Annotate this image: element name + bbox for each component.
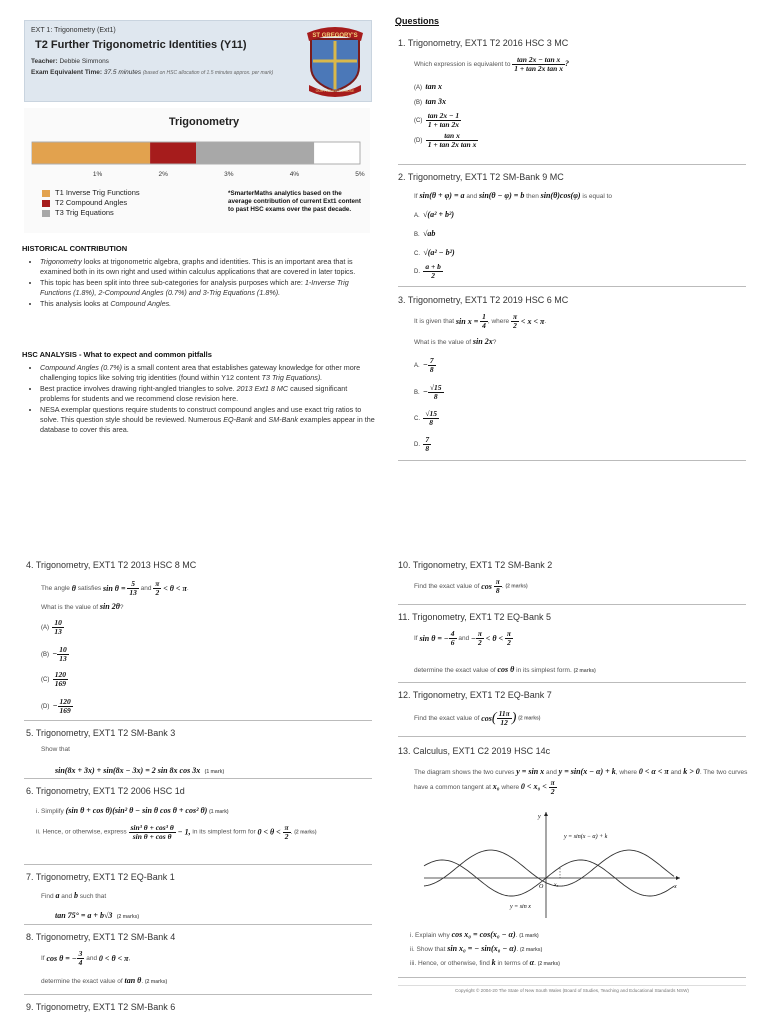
q9-title: 9. Trigonometry, EXT1 T2 SM-Bank 6 xyxy=(26,1002,176,1012)
text: Find xyxy=(41,893,54,900)
exam-line xyxy=(31,68,296,78)
q12-title: 12. Trigonometry, EXT1 T2 EQ-Bank 7 xyxy=(398,690,552,700)
text: , where xyxy=(615,769,638,776)
text: then xyxy=(526,193,539,200)
text: Find the exact value of xyxy=(414,715,480,722)
q8-title: 8. Trigonometry, EXT1 T2 SM-Bank 4 xyxy=(26,932,176,942)
text: Find the exact value of xyxy=(414,583,480,590)
marks: (1 mark) xyxy=(209,809,229,815)
marks: (2 marks) xyxy=(294,829,317,836)
divider xyxy=(24,864,372,865)
q13-part-iii: iii. Hence, or otherwise, find k in terms of α. (2 marks) xyxy=(410,958,560,967)
emph: Compound Angles (0.7%) xyxy=(40,363,123,372)
text: and xyxy=(86,955,98,962)
axis-x-label: x xyxy=(674,884,677,890)
chart-container xyxy=(24,108,370,233)
text: i. Simplify xyxy=(36,808,64,815)
marks: (2 marks) xyxy=(116,914,140,920)
text: is a small content area that establishes gateway knowledge for other more challenging topics like solving trig identities (found within Y12 content xyxy=(40,363,361,382)
text: and xyxy=(140,585,152,592)
label: D. xyxy=(414,442,420,448)
marks: (2 marks) xyxy=(505,583,528,590)
historical-heading: HISTORICAL CONTRIBUTION xyxy=(22,244,128,253)
teacher-name: Debbie Simmons xyxy=(59,58,109,65)
q13-graph xyxy=(418,806,688,922)
q3-options xyxy=(414,352,444,458)
curve-label-sin-x: y = sin x xyxy=(510,904,531,910)
svg-text:ST GREGORY'S: ST GREGORY'S xyxy=(312,33,358,39)
emph: 1-Inverse Trig Functions (1.8%), 2-Compound Angles (0.7%) and 3-Trig Equations (1.8%). xyxy=(40,278,349,297)
text: This analysis looks at xyxy=(40,299,111,309)
q5-show: Show that xyxy=(41,746,70,753)
emph: T3 Trig Equations). xyxy=(261,372,323,382)
label: B. xyxy=(414,390,420,396)
text: caused significant problems for students and we recommend close revision here. xyxy=(40,384,348,403)
text: determine the exact value of xyxy=(41,978,123,985)
x-tick-label: 2% xyxy=(158,171,168,178)
text: is equal to xyxy=(582,193,613,200)
legend-item xyxy=(42,198,140,208)
divider xyxy=(398,977,746,978)
label: (D) xyxy=(41,704,50,710)
exam-label: Exam Equivalent Time: xyxy=(31,69,103,76)
label: A. xyxy=(414,363,420,369)
legend-swatch xyxy=(42,190,50,197)
text: where xyxy=(501,784,520,792)
hsc-list xyxy=(22,363,378,436)
text: and xyxy=(545,769,557,776)
text: Best practice involves drawing right-angled triangles to solve. xyxy=(40,384,237,394)
label: A. xyxy=(414,213,420,219)
teacher-label: Teacher: xyxy=(31,58,58,65)
bar-segment xyxy=(196,143,314,164)
hsc-heading: HSC ANALYSIS - What to expect and common pitfalls xyxy=(22,350,212,359)
chart-svg xyxy=(24,136,370,186)
q1-title: 1. Trigonometry, EXT1 T2 2016 HSC 3 MC xyxy=(398,38,569,48)
marks: (2 marks) xyxy=(520,947,543,953)
q3-stem: It is given that sin x = $\frac{1}{4}$ , where $\frac{\pi}{2}$ < x < π. xyxy=(414,312,547,330)
chart-note: *SmarterMaths analytics based on the average contribution of current Ext1 content to past HSC exams over the past decade. xyxy=(228,190,361,213)
label: D. xyxy=(414,269,420,276)
list-item xyxy=(40,257,378,276)
list-item xyxy=(40,363,378,382)
divider xyxy=(24,778,372,779)
text: and xyxy=(61,893,73,900)
label: (A) xyxy=(414,85,422,91)
text: What is the value of xyxy=(414,339,472,346)
emph: 2013 Ext1 8 MC xyxy=(236,384,289,394)
label: C. xyxy=(414,251,420,257)
divider xyxy=(398,736,746,737)
q11-question: determine the exact value of cos θ in its simplest form. (2 marks) xyxy=(414,665,596,674)
legend-item xyxy=(42,188,140,198)
option[interactable]: (C) $\frac{\tan 2x - 1}{1 + \tan 2x}$ xyxy=(414,111,460,129)
text: in its simplest form. xyxy=(516,667,572,674)
chart-legend xyxy=(42,188,140,218)
marks: (2 marks) xyxy=(537,961,560,967)
curve-label-shifted: y = sin(x − α) + k xyxy=(564,834,608,840)
q13-part-ii: ii. Show that sin x₀ = − sin(x₀ − α). (2 marks) xyxy=(410,944,543,953)
option[interactable]: C. √(a² − b²) xyxy=(414,248,455,257)
text: If xyxy=(41,955,45,962)
questions-heading: Questions xyxy=(395,16,440,26)
divider xyxy=(24,924,372,925)
legend-label: T3 Trig Equations xyxy=(55,208,114,217)
text: such that xyxy=(79,893,107,900)
q7-title: 7. Trigonometry, EXT1 T2 EQ-Bank 1 xyxy=(26,872,175,882)
svg-text:OUR FATHER'S HOUSE: OUR FATHER'S HOUSE xyxy=(315,89,355,93)
divider xyxy=(398,164,746,165)
option[interactable]: D. $\frac{7}{8}$ xyxy=(414,434,430,453)
divider xyxy=(24,720,372,721)
copyright: Copyright © 2004-20 The State of New South Wales (Board of Studies, Teaching and Educational Standards NSW) xyxy=(455,988,689,993)
text: If xyxy=(414,193,418,200)
text: in terms of xyxy=(497,960,528,967)
q3-question: What is the value of sin 2x? xyxy=(414,337,497,346)
label: C. xyxy=(414,416,420,422)
q3-title: 3. Trigonometry, EXT1 T2 2019 HSC 6 MC xyxy=(398,295,569,305)
text: Which expression is equivalent to xyxy=(414,61,511,68)
divider xyxy=(24,994,372,995)
text: It is given that xyxy=(414,318,455,325)
list-item xyxy=(40,299,378,309)
q1-options xyxy=(414,80,478,149)
q8-question: determine the exact value of tan θ. (2 marks) xyxy=(41,976,168,985)
x-tick-label: 4% xyxy=(289,171,300,178)
text: This topic has been split into three sub-categories for analysis purposes which are: xyxy=(40,278,305,288)
label: (B) xyxy=(41,652,49,658)
legend-item xyxy=(42,208,140,218)
q4-stem: The angle θ satisfies sin θ = $\frac{5}{13}$ and $\frac{\pi}{2}$ < θ < π. xyxy=(41,579,189,597)
q1-expression: $\frac{\text{tan 2x − tan x}}{\text{1 + tan 2x tan x}}$ xyxy=(514,55,563,73)
option[interactable]: D. $\frac{a + b}{2}$ xyxy=(414,262,441,280)
curve-shifted xyxy=(424,850,674,886)
q4-question: What is the value of sin 2θ? xyxy=(41,602,124,611)
q5-title: 5. Trigonometry, EXT1 T2 SM-Bank 3 xyxy=(26,728,176,738)
option[interactable]: B. √ab xyxy=(414,229,436,238)
text: and xyxy=(252,414,269,424)
option[interactable]: (C) $\frac{120}{169}$ xyxy=(41,669,66,688)
legend-label: T1 Inverse Trig Functions xyxy=(55,188,140,197)
historical-list xyxy=(22,257,378,311)
exam-note: (based on HSC allocation of 1.5 minutes approx. per mark) xyxy=(142,70,274,76)
q6-part-ii: ii. Hence, or otherwise, express $\frac{\text{sin³ θ + cos³ θ}}{\text{sin θ + cos θ}}$ − 1, in its simplest form for 0 < θ < $\frac{\pi}{2}$ . (2 marks) xyxy=(36,823,317,841)
text: NESA exemplar questions require students to construct compound angles and use exact trig ratios to solve. This question style should be reviewed. Numerous xyxy=(40,405,362,424)
option[interactable]: (D) − $\frac{120}{169}$ xyxy=(41,696,71,715)
q13-title: 13. Calculus, EXT1 C2 2019 HSC 14c xyxy=(398,746,551,756)
bar-segment xyxy=(150,143,196,164)
bar-segment xyxy=(32,143,150,164)
text: in its simplest form for xyxy=(192,828,256,836)
q2-options xyxy=(414,206,455,281)
divider xyxy=(398,286,746,287)
list-item xyxy=(40,384,378,403)
text: . The two curves have a common tangent at xyxy=(414,769,748,792)
marks: (2 marks) xyxy=(518,715,541,722)
school-crest-logo xyxy=(305,25,365,97)
emph: SM-Bank xyxy=(268,414,298,424)
option[interactable]: A. − $\frac{7}{8}$ xyxy=(414,355,434,374)
label: (C) xyxy=(41,677,50,683)
option[interactable]: A. √(a² + b²) xyxy=(414,210,455,219)
teacher-line xyxy=(31,58,109,65)
divider xyxy=(398,682,746,683)
q12-stem: Find the exact value of cos( $\frac{11\pi}{12}$ ) (2 marks) xyxy=(414,709,541,727)
q13-stem: The diagram shows the two curves y = sin x and y = sin(x − α) + k, where 0 < α < π and k > 0. The two curves have a common tangent at x₀ where 0 < x₀ < $\frac{\pi}{2}$ xyxy=(414,767,748,796)
text: iii. Hence, or otherwise, find xyxy=(410,960,490,967)
q2-stem: If sin(θ + φ) = a and sin(θ − φ) = b then sin(θ)cos(φ) is equal to xyxy=(414,191,613,200)
text: ii. Show that xyxy=(410,946,446,953)
page-title: T2 Further Trigonometric Identities (Y11) xyxy=(35,39,247,51)
axis-y-label: y xyxy=(538,814,541,820)
text: and xyxy=(670,769,682,776)
text: ii. Hence, or otherwise, express xyxy=(36,828,127,836)
text: The diagram shows the two curves xyxy=(414,769,515,776)
divider xyxy=(398,985,746,986)
q10-title: 10. Trigonometry, EXT1 T2 SM-Bank 2 xyxy=(398,560,553,570)
text: , where xyxy=(487,318,510,325)
label: (D) xyxy=(414,138,423,145)
label: (B) xyxy=(414,100,422,106)
emph: Compound Angles. xyxy=(110,299,172,309)
option[interactable]: (D) $\frac{\text{tan x}}{\text{1 + tan 2x tan x}}$ xyxy=(414,131,477,149)
marks: (2 marks) xyxy=(573,668,596,674)
q10-stem: Find the exact value of cos $\frac{\pi}{8}$ . (2 marks) xyxy=(414,577,528,595)
list-item xyxy=(40,405,378,434)
x0-label: x₀ xyxy=(554,882,559,888)
x-tick-label: 1% xyxy=(92,171,103,178)
option[interactable]: C. $\frac{√15}{8}$ xyxy=(414,408,437,427)
q4-options xyxy=(41,616,73,720)
emph: EQ-Bank xyxy=(223,414,253,424)
label: B. xyxy=(414,232,420,238)
text: i. Explain why xyxy=(410,932,450,939)
text: and xyxy=(466,193,478,200)
q11-title: 11. Trigonometry, EXT1 T2 EQ-Bank 5 xyxy=(398,612,552,622)
label: (A) xyxy=(41,625,49,631)
q1-stem: Which expression is equivalent to $\frac{\text{tan 2x − tan x}}{\text{1 + tan 2x tan x}}$ ? xyxy=(414,55,569,73)
q7-stem: Find a and b such that xyxy=(41,891,107,900)
text: The angle xyxy=(41,585,70,592)
legend-swatch xyxy=(42,200,50,207)
q6-title: 6. Trigonometry, EXT1 T2 2006 HSC 1d xyxy=(26,786,185,796)
option[interactable]: (B) − $\frac{10}{13}$ xyxy=(41,644,67,663)
text: and xyxy=(458,635,470,642)
emph: Trigonometry xyxy=(40,257,82,266)
q8-stem: If cos θ = − $\frac{3}{4}$ and 0 < θ < π, xyxy=(41,949,131,967)
x-tick-label: 3% xyxy=(224,171,234,178)
header-box xyxy=(24,20,372,102)
text: What is the value of xyxy=(41,604,99,611)
marks: (1 mark) xyxy=(519,933,539,939)
text: determine the exact value of xyxy=(414,667,496,674)
legend-label: T2 Compound Angles xyxy=(55,198,128,207)
q7-equation: tan 75° = a + b√3 (2 marks) xyxy=(55,911,140,920)
legend-swatch xyxy=(42,210,50,217)
option[interactable]: B. − $\frac{√15}{8}$ xyxy=(414,382,442,401)
q5-identity: sin(8x + 3x) + sin(8x − 3x) = 2 sin 8x cos 3x (1 mark) xyxy=(55,766,225,775)
marks: (1 mark) xyxy=(204,769,225,775)
divider xyxy=(398,460,746,461)
chart-title: Trigonometry xyxy=(168,116,240,128)
q11-stem: If sin θ = − $\frac{4}{6}$ and − $\frac{\pi}{2}$ < θ < $\frac{\pi}{2}$ xyxy=(414,629,511,647)
text: If xyxy=(414,635,418,642)
option[interactable]: (A) $\frac{10}{13}$ xyxy=(41,617,62,636)
origin-label: O xyxy=(539,884,544,890)
marks: (2 marks) xyxy=(144,979,168,985)
text: examples appear in the database to cover this area. xyxy=(40,414,375,434)
exam-time: 37.5 minutes xyxy=(103,69,142,76)
list-item xyxy=(40,278,378,297)
text: satisfies xyxy=(77,585,102,592)
q2-title: 2. Trigonometry, EXT1 T2 SM-Bank 9 MC xyxy=(398,172,564,182)
q13-part-i: i. Explain why cos x₀ = cos(x₀ − α). (1 mark) xyxy=(410,930,539,939)
label: (C) xyxy=(414,118,423,125)
text: looks at trigonometric algebra, graphs and identities. This is an important area that is examined both in its own right and used within calculus applications that are covered in later topics. xyxy=(40,257,356,276)
option[interactable]: (A) tan x xyxy=(414,82,443,91)
divider xyxy=(398,604,746,605)
option[interactable]: (B) tan 3x xyxy=(414,97,447,106)
q6-part-i: i. Simplify (sin θ + cos θ)(sin² θ − sin θ cos θ + cos² θ) (1 mark) xyxy=(36,806,229,815)
q4-title: 4. Trigonometry, EXT1 T2 2013 HSC 8 MC xyxy=(26,560,197,570)
ext-label: EXT 1: Trigonometry (Ext1) xyxy=(31,27,116,34)
x-tick-label: 5% xyxy=(355,171,365,178)
